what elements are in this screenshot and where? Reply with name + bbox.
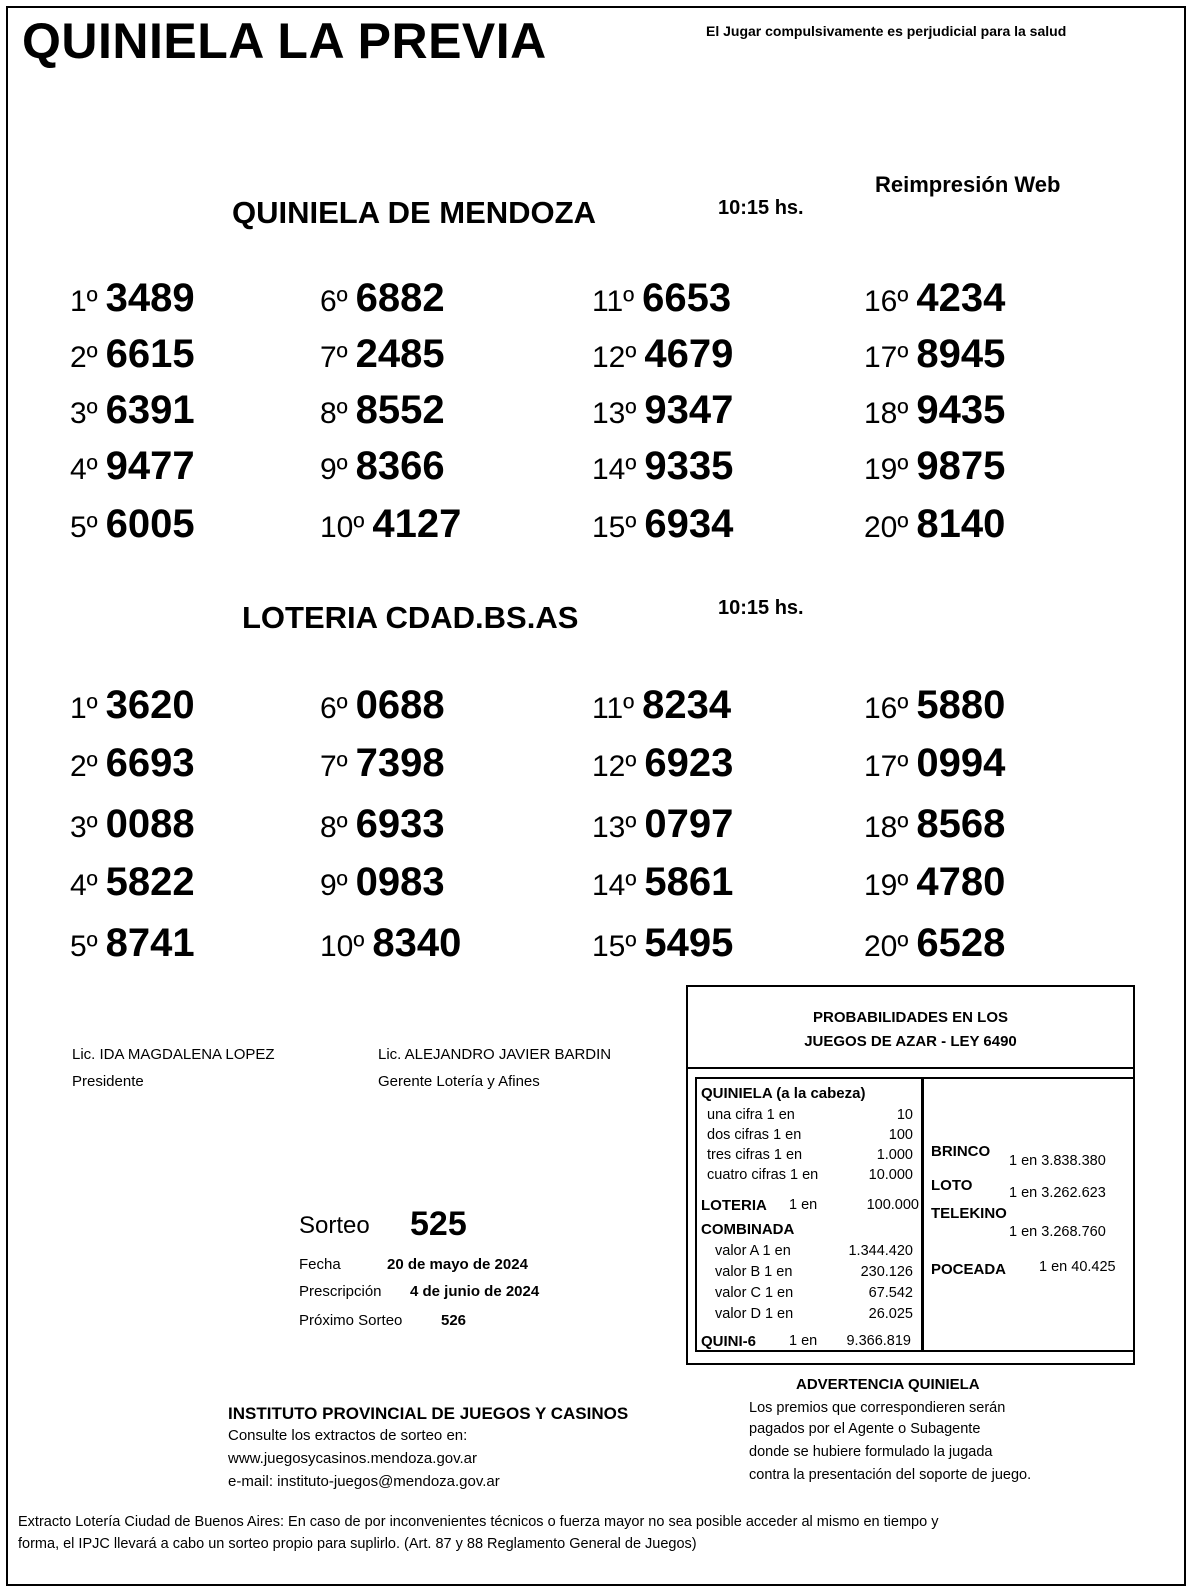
mendoza-result-10 (320, 502, 461, 547)
quini6-prob-label: QUINI-6 (701, 1333, 757, 1350)
brinco-prob-label: BRINCO (931, 1143, 991, 1160)
loteria-prob-label: LOTERIA (701, 1197, 767, 1214)
bsas-result-7 (320, 741, 445, 786)
result-position: 17º (864, 341, 909, 374)
result-number: 3489 (105, 276, 195, 320)
probabilities-header-line2: JUEGOS DE AZAR - LEY 6490 (804, 1033, 1017, 1050)
result-number: 4679 (644, 332, 734, 376)
mendoza-result-17 (864, 332, 1005, 377)
bsas-section-time: 10:15 hs. (718, 597, 804, 619)
result-number: 0797 (644, 802, 734, 846)
bsas-result-6 (320, 683, 445, 728)
result-number: 9875 (916, 444, 1006, 488)
mendoza-result-2 (70, 332, 195, 377)
result-number: 3620 (105, 683, 195, 727)
result-position: 10º (320, 930, 365, 963)
result-number: 5880 (916, 683, 1006, 727)
result-number: 0983 (355, 860, 445, 904)
bsas-result-3 (70, 802, 195, 847)
institute-website[interactable]: www.juegosycasinos.mendoza.gov.ar (228, 1450, 478, 1467)
quiniela-rows-value: 10.000 (868, 1167, 913, 1183)
result-position: 12º (592, 750, 637, 783)
result-number: 4234 (916, 276, 1006, 320)
result-position: 20º (864, 930, 909, 963)
probabilities-header-divider (688, 1067, 1133, 1069)
mendoza-result-8 (320, 388, 445, 433)
quini6-prob-value: 9.366.819 (846, 1333, 911, 1349)
result-number: 2485 (355, 332, 445, 376)
result-position: 12º (592, 341, 637, 374)
result-position: 1º (70, 692, 98, 725)
result-position: 15º (592, 930, 637, 963)
bsas-result-11 (592, 683, 731, 728)
mendoza-section-time: 10:15 hs. (718, 197, 804, 219)
page-title: QUINIELA LA PREVIA (22, 13, 547, 69)
result-position: 9º (320, 869, 348, 902)
combinada-rows-label: valor A 1 en (715, 1243, 791, 1259)
result-position: 8º (320, 811, 348, 844)
combinada-rows-label: valor C 1 en (715, 1285, 794, 1301)
mendoza-section-title: QUINIELA DE MENDOZA (232, 195, 596, 230)
mendoza-result-3 (70, 388, 195, 433)
quiniela-prob-title: QUINIELA (a la cabeza) (701, 1085, 866, 1102)
proximo-sorteo-value: 526 (441, 1312, 467, 1329)
quiniela-rows-value: 100 (888, 1127, 913, 1143)
combinada-rows-value: 1.344.420 (848, 1243, 913, 1259)
probabilities-header-line1: PROBABILIDADES EN LOS (812, 1009, 1008, 1026)
result-number: 6934 (644, 502, 734, 546)
advertencia-line3: donde se hubiere formulado la jugada (749, 1444, 993, 1460)
mendoza-result-1 (70, 276, 195, 321)
result-number: 4127 (372, 502, 462, 546)
result-number: 5822 (105, 860, 195, 904)
bsas-result-15 (592, 921, 733, 966)
loteria-prob-mid: 1 en (789, 1197, 818, 1213)
bsas-result-1 (70, 683, 195, 728)
advertencia-line2: pagados por el Agente o Subagente (749, 1421, 981, 1437)
bsas-result-17 (864, 741, 1005, 786)
sorteo-number: 525 (410, 1205, 467, 1243)
result-position: 14º (592, 453, 637, 486)
result-position: 17º (864, 750, 909, 783)
mendoza-result-6 (320, 276, 445, 321)
poceada-prob-label: POCEADA (931, 1261, 1007, 1278)
combinada-rows-value: 67.542 (868, 1285, 913, 1301)
fecha-label: Fecha (299, 1256, 341, 1273)
result-position: 18º (864, 397, 909, 430)
gambling-warning: El Jugar compulsivamente es perjudicial para la salud (706, 23, 1067, 39)
result-number: 6391 (105, 388, 195, 432)
telekino-prob-value: 1 en 3.268.760 (1009, 1224, 1106, 1240)
result-position: 7º (320, 750, 348, 783)
result-position: 9º (320, 453, 348, 486)
bsas-result-13 (592, 802, 733, 847)
proximo-sorteo-label: Próximo Sorteo (299, 1312, 403, 1329)
mendoza-result-11 (592, 276, 731, 321)
result-number: 0994 (916, 741, 1006, 785)
signature-1-name: Lic. IDA MAGDALENA LOPEZ (72, 1046, 275, 1063)
result-position: 7º (320, 341, 348, 374)
result-number: 6882 (355, 276, 445, 320)
loto-prob-value: 1 en 3.262.623 (1009, 1185, 1106, 1201)
combinada-rows-value: 230.126 (860, 1264, 913, 1280)
result-position: 2º (70, 750, 98, 783)
bsas-result-19 (864, 860, 1005, 905)
quini6-prob-mid: 1 en (789, 1333, 818, 1349)
result-number: 8140 (916, 502, 1006, 546)
prescripcion-label: Prescripción (299, 1283, 382, 1300)
prescripcion-value: 4 de junio de 2024 (410, 1283, 540, 1300)
result-number: 8366 (355, 444, 445, 488)
reprint-label: Reimpresión Web (875, 172, 1061, 197)
mendoza-result-4 (70, 444, 195, 489)
footer-note-line2: forma, el IPJC llevará a cabo un sorteo propio para suplirlo. (Art. 87 y 88 Reglamento General de Juegos) (18, 1536, 697, 1552)
result-position: 15º (592, 511, 637, 544)
brinco-prob-value: 1 en 3.838.380 (1009, 1153, 1106, 1169)
mendoza-result-13 (592, 388, 733, 433)
result-position: 6º (320, 692, 348, 725)
result-number: 8234 (642, 683, 732, 727)
quiniela-rows-label: dos cifras 1 en (707, 1127, 802, 1143)
result-number: 4780 (916, 860, 1006, 904)
loteria-prob-value: 100.000 (866, 1197, 919, 1213)
bsas-result-8 (320, 802, 445, 847)
advertencia-line1: Los premios que correspondieren serán (749, 1400, 1006, 1416)
mendoza-result-12 (592, 332, 733, 377)
advertencia-line4: contra la presentación del soporte de juego. (749, 1467, 1032, 1483)
sorteo-label: Sorteo (299, 1212, 370, 1239)
bsas-result-20 (864, 921, 1005, 966)
result-number: 9335 (644, 444, 734, 488)
result-number: 6933 (355, 802, 445, 846)
probabilities-column-divider (921, 1079, 924, 1350)
result-position: 13º (592, 811, 637, 844)
result-position: 11º (592, 692, 635, 725)
result-number: 0088 (105, 802, 195, 846)
result-number: 9347 (644, 388, 734, 432)
result-number: 8552 (355, 388, 445, 432)
institute-email[interactable]: e-mail: instituto-juegos@mendoza.gov.ar (228, 1473, 500, 1490)
institute-consult-line: Consulte los extractos de sorteo en: (228, 1427, 468, 1444)
result-position: 18º (864, 811, 909, 844)
telekino-prob-label: TELEKINO (931, 1205, 1007, 1222)
loto-prob-label: LOTO (931, 1177, 973, 1194)
poceada-prob-value: 1 en 40.425 (1039, 1259, 1116, 1275)
result-position: 16º (864, 692, 909, 725)
footer-note-line1: Extracto Lotería Ciudad de Buenos Aires: En caso de por inconvenientes técnicos o fuerza mayor no sea posible acceder al mismo en tiempo y (18, 1514, 939, 1530)
result-position: 1º (70, 285, 98, 318)
result-number: 8340 (372, 921, 462, 965)
signature-2-name: Lic. ALEJANDRO JAVIER BARDIN (378, 1046, 612, 1063)
probabilities-table (695, 1077, 1135, 1352)
bsas-result-4 (70, 860, 195, 905)
mendoza-result-20 (864, 502, 1005, 547)
signature-1-role: Presidente (72, 1073, 144, 1090)
institute-name: INSTITUTO PROVINCIAL DE JUEGOS Y CASINOS (228, 1404, 629, 1423)
result-position: 19º (864, 869, 909, 902)
bsas-result-12 (592, 741, 733, 786)
bsas-result-2 (70, 741, 195, 786)
fecha-value: 20 de mayo de 2024 (387, 1256, 528, 1273)
bsas-result-10 (320, 921, 461, 966)
mendoza-result-15 (592, 502, 733, 547)
result-number: 6005 (105, 502, 195, 546)
quiniela-rows-label: cuatro cifras 1 en (707, 1167, 819, 1183)
result-position: 19º (864, 453, 909, 486)
result-position: 4º (70, 453, 98, 486)
result-position: 6º (320, 285, 348, 318)
combinada-rows-label: valor B 1 en (715, 1264, 793, 1280)
signature-2-role: Gerente Lotería y Afines (378, 1073, 540, 1090)
result-number: 6528 (916, 921, 1006, 965)
result-position: 2º (70, 341, 98, 374)
result-position: 14º (592, 869, 637, 902)
result-position: 3º (70, 397, 98, 430)
result-position: 3º (70, 811, 98, 844)
result-number: 6693 (105, 741, 195, 785)
result-number: 8741 (105, 921, 195, 965)
combinada-rows-label: valor D 1 en (715, 1306, 794, 1322)
bsas-result-14 (592, 860, 733, 905)
bsas-result-5 (70, 921, 195, 966)
probabilities-box (686, 985, 1135, 1365)
quiniela-rows-label: una cifra 1 en (707, 1107, 795, 1123)
result-number: 8945 (916, 332, 1006, 376)
result-position: 11º (592, 285, 635, 318)
result-position: 20º (864, 511, 909, 544)
mendoza-result-19 (864, 444, 1005, 489)
mendoza-result-16 (864, 276, 1005, 321)
result-number: 9435 (916, 388, 1006, 432)
mendoza-result-18 (864, 388, 1005, 433)
mendoza-result-14 (592, 444, 733, 489)
result-number: 5861 (644, 860, 734, 904)
bsas-result-9 (320, 860, 445, 905)
result-number: 6615 (105, 332, 195, 376)
advertencia-title: ADVERTENCIA QUINIELA (796, 1376, 980, 1393)
result-number: 7398 (355, 741, 445, 785)
mendoza-result-9 (320, 444, 445, 489)
result-position: 10º (320, 511, 365, 544)
result-position: 5º (70, 511, 98, 544)
result-number: 8568 (916, 802, 1006, 846)
combinada-prob-title: COMBINADA (701, 1221, 795, 1238)
result-position: 5º (70, 930, 98, 963)
mendoza-result-5 (70, 502, 195, 547)
result-number: 6923 (644, 741, 734, 785)
result-number: 9477 (105, 444, 195, 488)
bsas-result-18 (864, 802, 1005, 847)
result-position: 13º (592, 397, 637, 430)
quiniela-rows-value: 10 (896, 1107, 913, 1123)
combinada-rows-value: 26.025 (868, 1306, 913, 1322)
bsas-result-16 (864, 683, 1005, 728)
mendoza-result-7 (320, 332, 445, 377)
bsas-section-title: LOTERIA CDAD.BS.AS (242, 600, 579, 635)
quiniela-rows-value: 1.000 (876, 1147, 913, 1163)
result-number: 0688 (355, 683, 445, 727)
result-position: 8º (320, 397, 348, 430)
quiniela-rows-label: tres cifras 1 en (707, 1147, 803, 1163)
result-number: 6653 (642, 276, 732, 320)
result-position: 4º (70, 869, 98, 902)
result-number: 5495 (644, 921, 734, 965)
result-position: 16º (864, 285, 909, 318)
